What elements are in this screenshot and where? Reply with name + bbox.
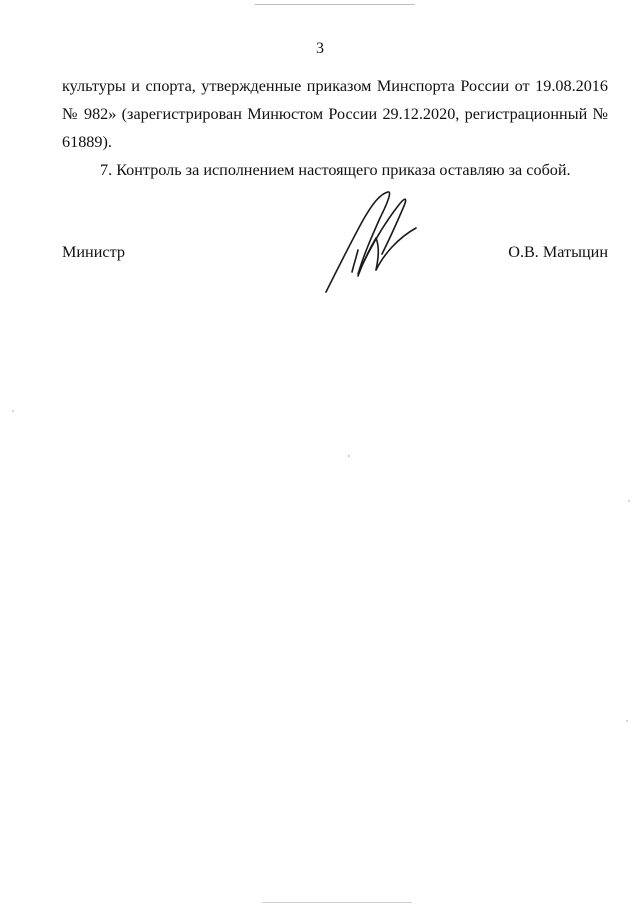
scan-speck bbox=[628, 500, 630, 502]
handwritten-signature bbox=[318, 188, 428, 298]
signatory-title: Министр bbox=[62, 243, 125, 261]
scan-edge-line-top bbox=[255, 4, 415, 5]
paragraph-item-7: 7. Контроль за исполнением настоящего приказа оставляю за собой. bbox=[100, 161, 571, 179]
scan-edge-line-bottom bbox=[262, 902, 412, 903]
paragraph-continuation: культуры и спорта, утвержденные приказом Минспорта России от 19.08.2016 № 982» (зарегистрирован Минюстом России 29.12.2020, регистрационный № 61889). bbox=[62, 77, 608, 151]
scan-speck bbox=[626, 720, 628, 722]
signatory-name: О.В. Матыцин bbox=[508, 243, 608, 261]
scan-speck bbox=[12, 410, 14, 412]
page-number: 3 bbox=[316, 40, 324, 57]
scan-speck bbox=[348, 455, 350, 457]
document-body bbox=[62, 72, 608, 184]
